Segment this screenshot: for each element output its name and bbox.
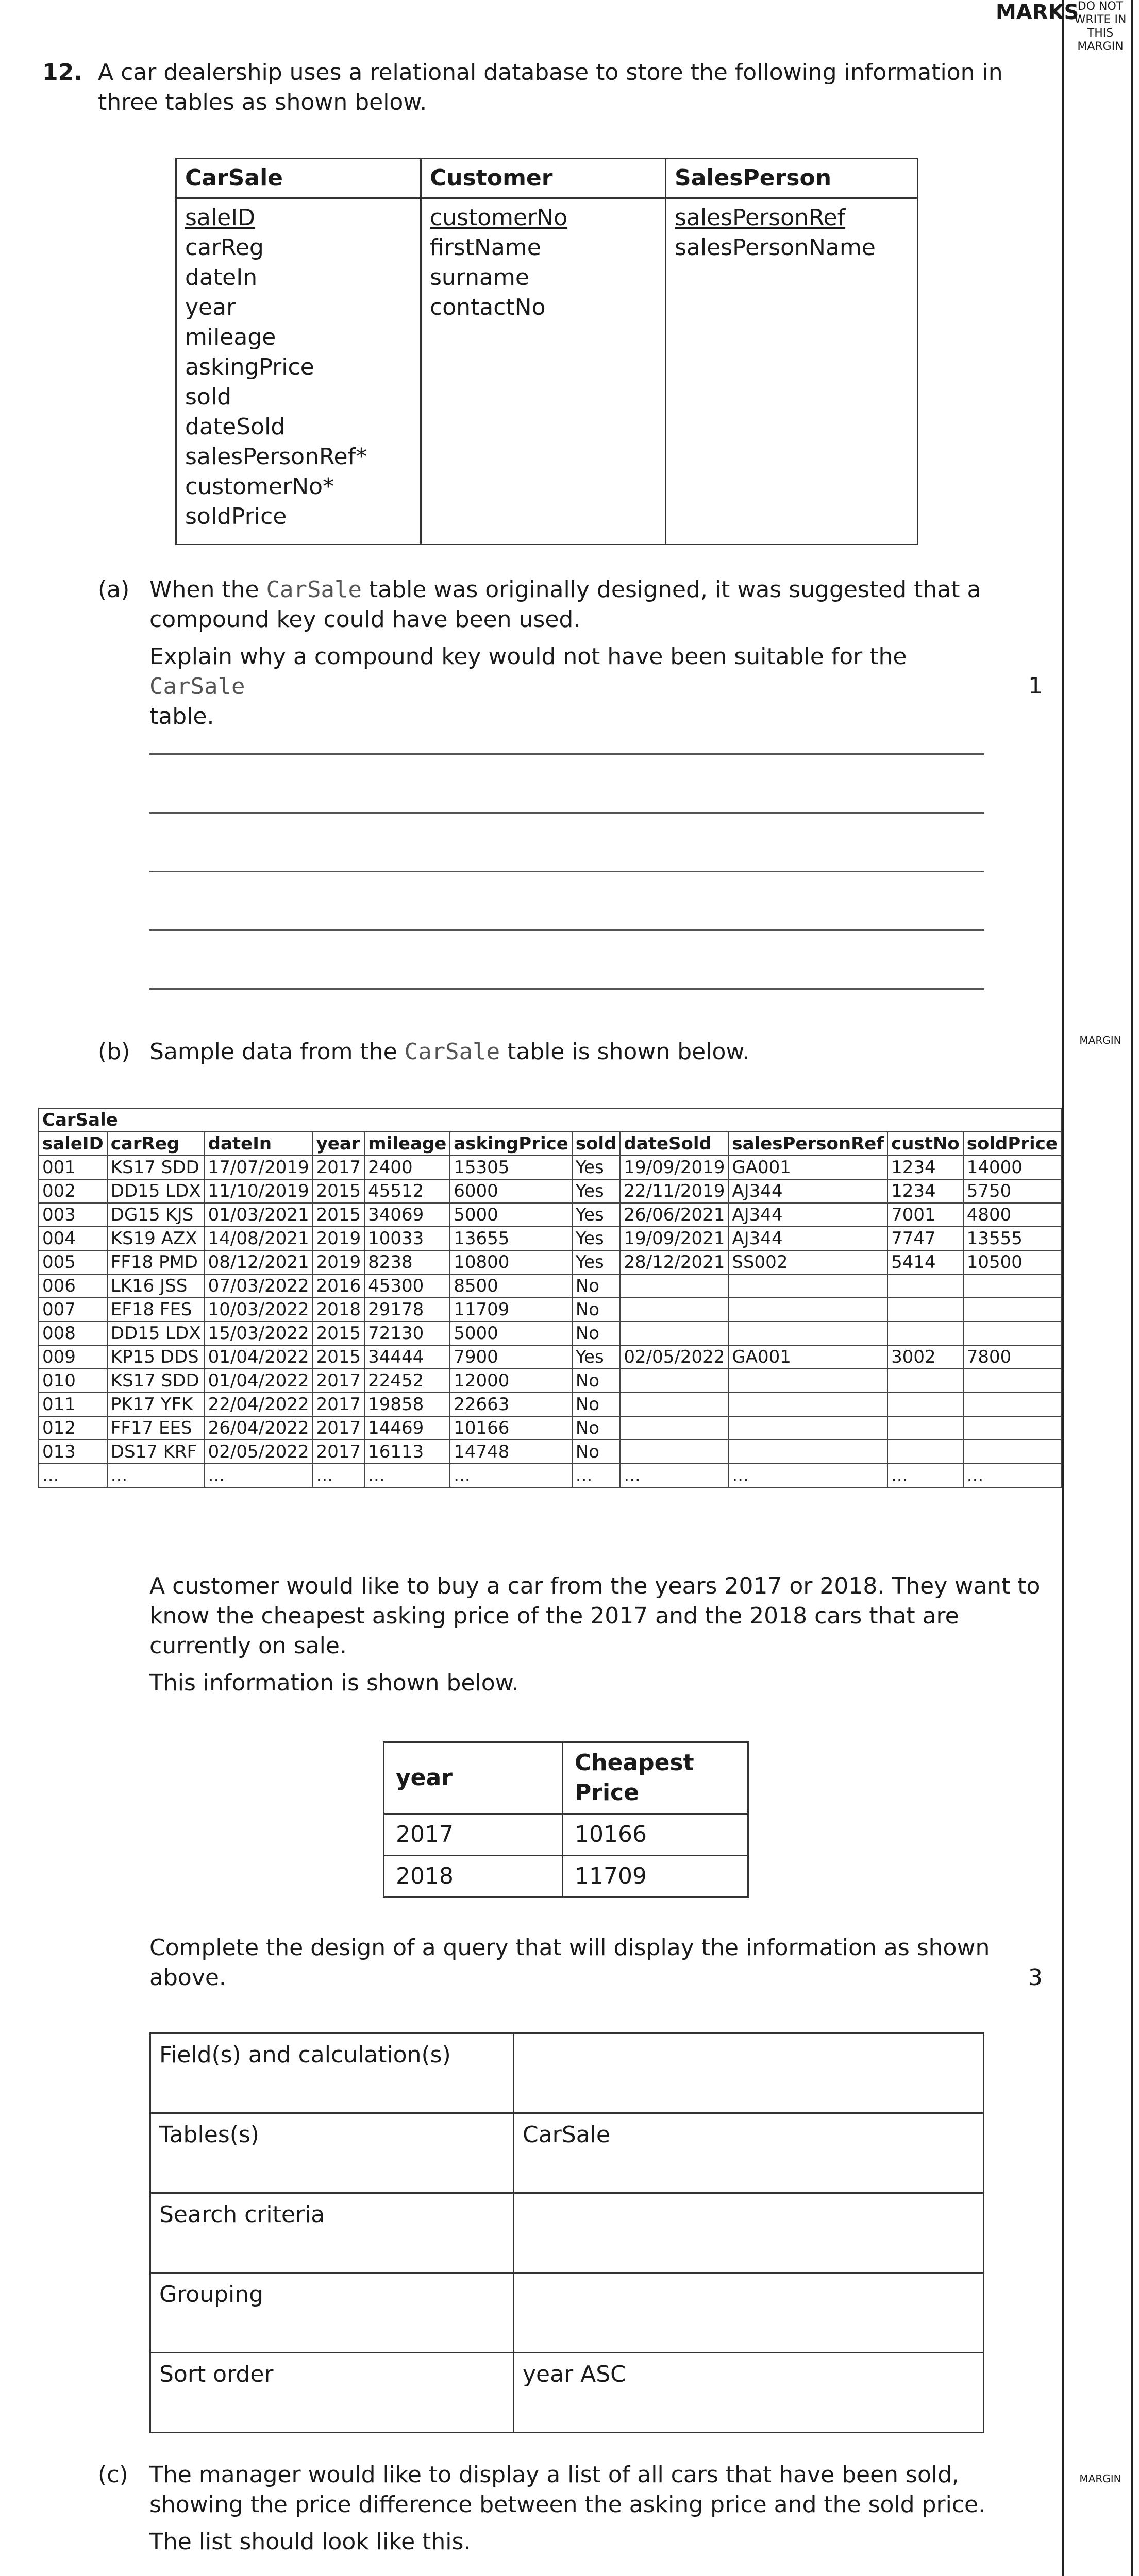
table-cell: 8500 [450, 1274, 572, 1298]
complete-design-text: Complete the design of a query that will display the information as shown above. [149, 1935, 990, 1991]
table-cell: AJ344 [728, 1203, 887, 1227]
result-cell: 10166 [563, 1814, 748, 1856]
answer-line[interactable] [149, 871, 984, 872]
table-cell: 004 [39, 1227, 107, 1250]
table-cell: 26/06/2021 [620, 1203, 728, 1227]
table-row [39, 1227, 1061, 1250]
table-cell: No [572, 1393, 621, 1416]
table-row [39, 1440, 1061, 1464]
cheapest-price-table [383, 1741, 749, 1898]
table-cell [620, 1298, 728, 1321]
design-value-criteria[interactable] [514, 2193, 984, 2273]
table-cell: 011 [39, 1393, 107, 1416]
question-intro: A car dealership uses a relational database to store the following information in three tables as shown below. [98, 59, 1003, 115]
table-cell [728, 1321, 887, 1345]
table-cell [887, 1393, 963, 1416]
table-cell: 22452 [364, 1369, 450, 1393]
table-cell: No [572, 1321, 621, 1345]
schema-header-customer: Customer [421, 159, 666, 198]
sample-column-header: dateIn [205, 1132, 313, 1156]
table-cell: 2017 [313, 1369, 365, 1393]
table-cell: ... [620, 1464, 728, 1487]
design-label: Field(s) and calculation(s) [150, 2033, 514, 2113]
design-value-grouping[interactable] [514, 2273, 984, 2353]
table-cell [620, 1440, 728, 1464]
table-cell: 2019 [313, 1227, 365, 1250]
table-cell [963, 1298, 1061, 1321]
sample-column-header: sold [572, 1132, 621, 1156]
customer-request-text: A customer would like to buy a car from the years 2017 or 2018. They want to know the cheapest asking price of the 2017 and the 2018 cars that are currently on sale. This information is shown below. [149, 1573, 1041, 1696]
result-header-year: year [384, 1742, 563, 1814]
table-cell: GA001 [728, 1345, 887, 1369]
table-cell: ... [450, 1464, 572, 1487]
table-cell: 08/12/2021 [205, 1250, 313, 1274]
table-cell: 19858 [364, 1393, 450, 1416]
table-cell: 5000 [450, 1321, 572, 1345]
table-cell: 2017 [313, 1393, 365, 1416]
table-cell [887, 1440, 963, 1464]
table-cell: 10800 [450, 1250, 572, 1274]
table-cell: 15305 [450, 1156, 572, 1179]
design-label: Search criteria [150, 2193, 514, 2273]
part-a-marks: 1 [1028, 673, 1043, 699]
table-cell: 7001 [887, 1203, 963, 1227]
table-cell: 2018 [313, 1298, 365, 1321]
table-row [39, 1393, 1061, 1416]
table-cell: 45512 [364, 1179, 450, 1203]
salesperson-fields: salesPersonRef salesPersonName [666, 198, 918, 545]
table-row [39, 1369, 1061, 1393]
table-cell: ... [728, 1464, 887, 1487]
table-cell: 2015 [313, 1179, 365, 1203]
table-cell: 07/03/2022 [205, 1274, 313, 1298]
table-cell: No [572, 1369, 621, 1393]
table-cell: 26/04/2022 [205, 1416, 313, 1440]
table-cell: 009 [39, 1345, 107, 1369]
table-cell [963, 1274, 1061, 1298]
table-cell [963, 1321, 1061, 1345]
part-c-text: The manager would like to display a list of all cars that have been sold, showing the price difference between the asking price and the sold price. The list should look like this. [149, 2462, 986, 2555]
table-cell [963, 1393, 1061, 1416]
query-design-table [149, 2032, 984, 2433]
sample-column-header: dateSold [620, 1132, 728, 1156]
table-cell: 001 [39, 1156, 107, 1179]
schema-table [175, 158, 918, 545]
table-cell: 2019 [313, 1250, 365, 1274]
table-row [39, 1203, 1061, 1227]
design-value-sort[interactable]: year ASC [514, 2353, 984, 2433]
table-cell: 34069 [364, 1203, 450, 1227]
table-cell: 14/08/2021 [205, 1227, 313, 1250]
table-cell [620, 1416, 728, 1440]
table-cell: 2400 [364, 1156, 450, 1179]
table-cell: 34444 [364, 1345, 450, 1369]
table-cell: 19/09/2019 [620, 1156, 728, 1179]
table-cell: PK17 YFK [107, 1393, 205, 1416]
table-cell: Yes [572, 1156, 621, 1179]
table-cell: 14000 [963, 1156, 1061, 1179]
table-cell: AJ344 [728, 1227, 887, 1250]
table-cell: No [572, 1274, 621, 1298]
table-cell: FF18 PMD [107, 1250, 205, 1274]
table-cell: 5750 [963, 1179, 1061, 1203]
table-cell [728, 1274, 887, 1298]
table-cell: No [572, 1440, 621, 1464]
sample-column-header: salesPersonRef [728, 1132, 887, 1156]
customer-fields: customerNo firstName surname contactNo [421, 198, 666, 545]
table-cell: 007 [39, 1298, 107, 1321]
table-cell: 010 [39, 1369, 107, 1393]
table-cell: ... [364, 1464, 450, 1487]
part-a-label: (a) [98, 577, 130, 603]
table-cell: 2015 [313, 1321, 365, 1345]
table-cell: 7800 [963, 1345, 1061, 1369]
table-cell: ... [107, 1464, 205, 1487]
table-row [39, 1298, 1061, 1321]
table-cell: DD15 LDX [107, 1179, 205, 1203]
table-cell: 2017 [313, 1440, 365, 1464]
table-cell: 7900 [450, 1345, 572, 1369]
table-cell: 006 [39, 1274, 107, 1298]
table-cell: 2015 [313, 1203, 365, 1227]
question-number: 12. [42, 59, 82, 86]
table-cell: 11/10/2019 [205, 1179, 313, 1203]
marks-heading: MARKS [996, 1, 1079, 24]
table-cell: KS17 SDD [107, 1156, 205, 1179]
table-cell [728, 1369, 887, 1393]
table-cell: KS19 AZX [107, 1227, 205, 1250]
schema-header-carsale: CarSale [176, 159, 421, 198]
table-cell: Yes [572, 1227, 621, 1250]
table-cell [728, 1298, 887, 1321]
table-cell: Yes [572, 1250, 621, 1274]
result-cell: 2018 [384, 1856, 563, 1897]
table-cell [620, 1369, 728, 1393]
table-cell: 2015 [313, 1345, 365, 1369]
do-not-write-label: DO NOT WRITE IN THIS MARGIN [1074, 0, 1127, 53]
table-cell: GA001 [728, 1156, 887, 1179]
sample-column-header: soldPrice [963, 1132, 1061, 1156]
table-cell [887, 1321, 963, 1345]
table-cell: 72130 [364, 1321, 450, 1345]
marks-column-line [1062, 0, 1064, 2576]
table-row [39, 1274, 1061, 1298]
table-cell: 008 [39, 1321, 107, 1345]
table-cell: ... [963, 1464, 1061, 1487]
table-cell: 2017 [313, 1416, 365, 1440]
part-a-text: When the CarSale table was originally designed, it was suggested that a compound key could have been used. Explain why a compound key would not have been suitable for the CarSale table. [149, 577, 981, 730]
part-b-intro: Sample data from the CarSale table is shown below. [149, 1039, 750, 1065]
table-cell: 22/04/2022 [205, 1393, 313, 1416]
table-cell: ... [572, 1464, 621, 1487]
table-cell: No [572, 1416, 621, 1440]
table-cell [963, 1416, 1061, 1440]
table-row [39, 1416, 1061, 1440]
table-cell: ... [887, 1464, 963, 1487]
table-cell: 2016 [313, 1274, 365, 1298]
table-cell [963, 1440, 1061, 1464]
table-cell: 22663 [450, 1393, 572, 1416]
table-cell: 5414 [887, 1250, 963, 1274]
margin-label: MARGIN [1079, 1034, 1121, 1046]
design-value-tables[interactable]: CarSale [514, 2113, 984, 2193]
part-c-label: (c) [98, 2462, 128, 2488]
design-label: Sort order [150, 2353, 514, 2433]
table-row [39, 1321, 1061, 1345]
table-cell [887, 1369, 963, 1393]
sample-column-header: saleID [39, 1132, 107, 1156]
result-cell: 11709 [563, 1856, 748, 1897]
margin-column-line [1131, 0, 1133, 2576]
margin-label: MARGIN [1079, 2472, 1121, 2485]
table-cell: 6000 [450, 1179, 572, 1203]
table-cell: ... [205, 1464, 313, 1487]
answer-line[interactable] [149, 929, 984, 931]
table-cell [887, 1298, 963, 1321]
table-cell: 01/04/2022 [205, 1345, 313, 1369]
table-cell: 15/03/2022 [205, 1321, 313, 1345]
table-cell: AJ344 [728, 1179, 887, 1203]
table-row [39, 1179, 1061, 1203]
table-cell [620, 1393, 728, 1416]
table-cell: ... [313, 1464, 365, 1487]
table-cell: Yes [572, 1345, 621, 1369]
answer-line[interactable] [149, 812, 984, 814]
table-cell: Yes [572, 1179, 621, 1203]
table-cell: 01/03/2021 [205, 1203, 313, 1227]
table-cell: EF18 FES [107, 1298, 205, 1321]
sample-column-header: mileage [364, 1132, 450, 1156]
table-cell: 013 [39, 1440, 107, 1464]
table-cell: 3002 [887, 1345, 963, 1369]
table-cell: KS17 SDD [107, 1369, 205, 1393]
table-cell: 002 [39, 1179, 107, 1203]
part-b-marks: 3 [1028, 1964, 1043, 1991]
table-cell: 14748 [450, 1440, 572, 1464]
table-cell [728, 1416, 887, 1440]
table-cell: 02/05/2022 [205, 1440, 313, 1464]
sample-column-header: carReg [107, 1132, 205, 1156]
table-cell: DD15 LDX [107, 1321, 205, 1345]
table-row [39, 1464, 1061, 1487]
table-cell [887, 1274, 963, 1298]
table-cell: 10033 [364, 1227, 450, 1250]
sample-column-header: askingPrice [450, 1132, 572, 1156]
table-cell: FF17 EES [107, 1416, 205, 1440]
answer-line[interactable] [149, 753, 984, 755]
table-cell [620, 1321, 728, 1345]
design-label: Tables(s) [150, 2113, 514, 2193]
table-cell: 005 [39, 1250, 107, 1274]
table-cell: 7747 [887, 1227, 963, 1250]
table-cell: 2017 [313, 1156, 365, 1179]
table-cell: ... [39, 1464, 107, 1487]
table-cell: 12000 [450, 1369, 572, 1393]
carsale-fields: saleID carReg dateIn year mileage askingPrice sold dateSold salesPersonRef* customerNo* soldPrice [176, 198, 421, 545]
table-cell: 28/12/2021 [620, 1250, 728, 1274]
table-cell: SS002 [728, 1250, 887, 1274]
table-cell: 4800 [963, 1203, 1061, 1227]
sample-column-header: custNo [887, 1132, 963, 1156]
table-row [39, 1345, 1061, 1369]
table-cell: 02/05/2022 [620, 1345, 728, 1369]
table-cell: 16113 [364, 1440, 450, 1464]
table-cell: 01/04/2022 [205, 1369, 313, 1393]
table-cell: 1234 [887, 1179, 963, 1203]
result-cell: 2017 [384, 1814, 563, 1856]
table-cell: 17/07/2019 [205, 1156, 313, 1179]
table-cell: 13655 [450, 1227, 572, 1250]
table-cell [620, 1274, 728, 1298]
table-cell: 29178 [364, 1298, 450, 1321]
table-cell: 8238 [364, 1250, 450, 1274]
table-cell: 22/11/2019 [620, 1179, 728, 1203]
schema-header-salesperson: SalesPerson [666, 159, 918, 198]
sample-table-caption: CarSale [39, 1108, 1061, 1132]
table-cell: KP15 DDS [107, 1345, 205, 1369]
table-row [39, 1156, 1061, 1179]
table-cell [963, 1369, 1061, 1393]
table-cell [728, 1393, 887, 1416]
table-cell: Yes [572, 1203, 621, 1227]
table-cell: 5000 [450, 1203, 572, 1227]
sample-column-header: year [313, 1132, 365, 1156]
answer-line[interactable] [149, 988, 984, 990]
table-row [39, 1250, 1061, 1274]
table-cell: DS17 KRF [107, 1440, 205, 1464]
table-cell: 14469 [364, 1416, 450, 1440]
table-cell: 11709 [450, 1298, 572, 1321]
table-cell: No [572, 1298, 621, 1321]
table-cell: 10/03/2022 [205, 1298, 313, 1321]
table-cell: LK16 JSS [107, 1274, 205, 1298]
table-cell: 19/09/2021 [620, 1227, 728, 1250]
table-cell: 13555 [963, 1227, 1061, 1250]
table-cell: 10166 [450, 1416, 572, 1440]
design-value-fields[interactable] [514, 2033, 984, 2113]
part-b-label: (b) [98, 1039, 130, 1065]
table-cell: DG15 KJS [107, 1203, 205, 1227]
table-cell: 10500 [963, 1250, 1061, 1274]
table-cell: 003 [39, 1203, 107, 1227]
table-cell: 45300 [364, 1274, 450, 1298]
table-cell [887, 1416, 963, 1440]
table-cell: 012 [39, 1416, 107, 1440]
result-header-price: Cheapest Price [563, 1742, 748, 1814]
table-cell [728, 1440, 887, 1464]
table-cell: 1234 [887, 1156, 963, 1179]
design-label: Grouping [150, 2273, 514, 2353]
carsale-sample-table [38, 1108, 1062, 1488]
